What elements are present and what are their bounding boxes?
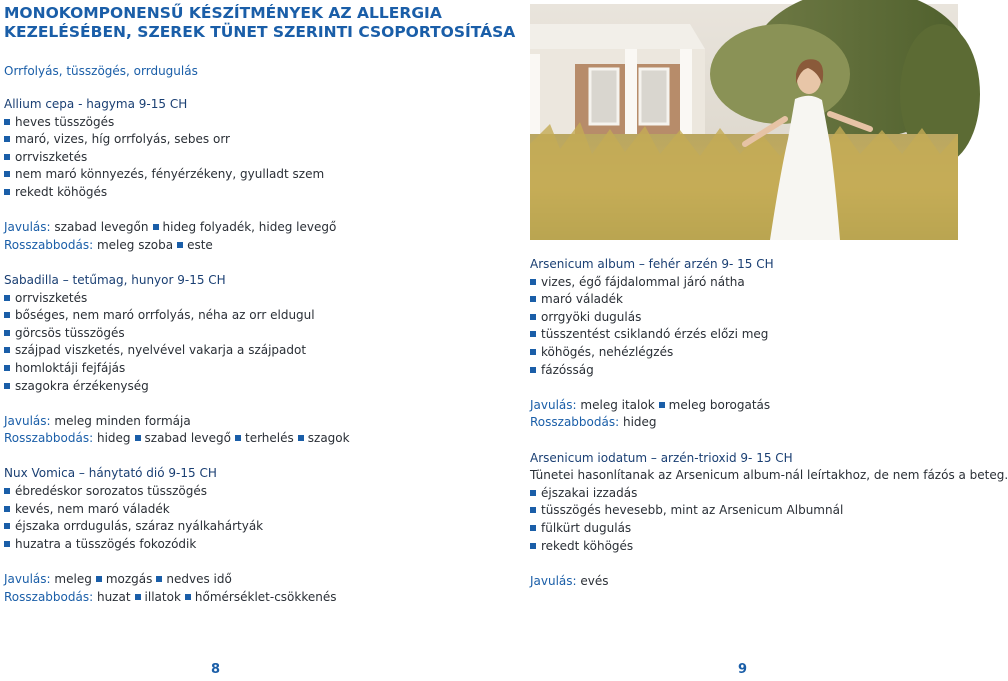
bullet-icon (4, 312, 10, 318)
list-item: orrviszketés (4, 290, 350, 308)
bullet-icon (4, 295, 10, 301)
worse-line: Rosszabbodás: meleg szoba este (4, 237, 213, 252)
list-item: fázósság (530, 362, 1008, 380)
bullet-icon (4, 154, 10, 160)
left-column (4, 96, 350, 606)
worse-label: Rosszabbodás: (4, 589, 94, 604)
list-item: bőséges, nem maró orrfolyás, néha az orr eldugul (4, 307, 350, 325)
bullet-icon (4, 330, 10, 336)
bullet-icon (177, 242, 183, 248)
bullet-icon (4, 541, 10, 547)
bullet-icon (530, 525, 536, 531)
bullet-icon (135, 435, 141, 441)
bullet-icon (298, 435, 304, 441)
better-line: Javulás: meleg italok meleg borogatás (530, 397, 771, 412)
bullet-icon (4, 119, 10, 125)
list-item: görcsös tüsszögés (4, 325, 350, 343)
list-item: fülkürt dugulás (530, 520, 1008, 538)
list-item: éjszakai izzadás (530, 485, 1008, 503)
list-item: tüsszögés hevesebb, mint az Arsenicum Albumnál (530, 502, 1008, 520)
better-line: Javulás: szabad levegőn hideg folyadék, hideg levegő (4, 220, 337, 235)
list-item: rekedt köhögés (4, 184, 350, 202)
page-number-right: 9 (738, 662, 748, 677)
better-line: Javulás: meleg mozgás nedves idő (4, 572, 232, 587)
remedy-intro: Tünetei hasonlítanak az Arsenicum album-nál leírtakhoz, de nem fázós a beteg. (530, 468, 1008, 483)
section-subtitle: Orrfolyás, tüsszögés, orrdugulás (4, 64, 198, 78)
bullet-icon (530, 314, 536, 320)
worse-label: Rosszabbodás: (530, 415, 620, 430)
better-line: Javulás: evés (530, 573, 609, 588)
list-item: orrviszketés (4, 149, 350, 167)
page-title (4, 4, 515, 42)
bullet-icon (4, 383, 10, 389)
bullet-icon (659, 402, 665, 408)
remedy-heading: Arsenicum album – fehér arzén 9- 15 CH (530, 257, 774, 271)
bullet-icon (530, 490, 536, 496)
better-label: Javulás: (530, 397, 577, 412)
bullet-icon (530, 296, 536, 302)
list-item: kevés, nem maró váladék (4, 501, 350, 519)
bullet-icon (135, 594, 141, 600)
right-column (530, 256, 1008, 590)
list-item: huzatra a tüsszögés fokozódik (4, 536, 350, 554)
bullet-icon (4, 365, 10, 371)
list-item: ébredéskor sorozatos tüsszögés (4, 483, 350, 501)
bullet-icon (4, 488, 10, 494)
list-item: maró váladék (530, 291, 1008, 309)
bullet-icon (4, 506, 10, 512)
bullet-icon (4, 523, 10, 529)
better-label: Javulás: (4, 413, 51, 428)
bullet-icon (4, 347, 10, 353)
list-item: orrgyöki dugulás (530, 309, 1008, 327)
list-item: köhögés, nehézlégzés (530, 344, 1008, 362)
worse-line: Rosszabbodás: huzat illatok hőmérséklet-csökkenés (4, 589, 337, 604)
bullet-icon (156, 576, 162, 582)
photo-woman-in-field (530, 4, 958, 240)
bullet-icon (530, 543, 536, 549)
list-item: tüsszentést csiklandó érzés előzi meg (530, 326, 1008, 344)
list-item: homloktáji fejfájás (4, 360, 350, 378)
bullet-icon (4, 171, 10, 177)
worse-line: Rosszabbodás: hideg (530, 415, 657, 430)
photo-illustration (530, 4, 958, 240)
better-label: Javulás: (4, 220, 51, 235)
better-label: Javulás: (530, 573, 577, 588)
remedy-heading: Sabadilla – tetűmag, hunyor 9-15 CH (4, 272, 226, 287)
list-item: szagokra érzékenység (4, 378, 350, 396)
title-line-1: MONOKOMPONENSŰ KÉSZÍTMÉNYEK AZ ALLERGIA (4, 4, 442, 22)
list-item: szájpad viszketés, nyelvével vakarja a szájpadot (4, 342, 350, 360)
page-number-left: 8 (211, 662, 221, 677)
bullet-icon (530, 279, 536, 285)
remedy-heading: Arsenicum iodatum – arzén-trioxid 9- 15 CH (530, 450, 793, 465)
list-item: éjszaka orrdugulás, száraz nyálkahártyák (4, 518, 350, 536)
better-line: Javulás: meleg minden formája (4, 413, 191, 428)
remedy-heading: Nux Vomica – hánytató dió 9-15 CH (4, 466, 217, 481)
list-item: nem maró könnyezés, fényérzékeny, gyulladt szem (4, 166, 350, 184)
bullet-icon (530, 507, 536, 513)
bullet-icon (153, 224, 159, 230)
list-item: rekedt köhögés (530, 538, 1008, 556)
worse-label: Rosszabbodás: (4, 431, 94, 446)
list-item: heves tüsszögés (4, 114, 350, 132)
bullet-icon (4, 136, 10, 142)
worse-line: Rosszabbodás: hideg szabad levegő terhelés szagok (4, 431, 350, 446)
bullet-icon (530, 331, 536, 337)
bullet-icon (96, 576, 102, 582)
bullet-icon (235, 435, 241, 441)
title-line-2: KEZELÉSÉBEN, SZEREK TÜNET SZERINTI CSOPORTOSÍTÁSA (4, 23, 516, 41)
bullet-icon (530, 367, 536, 373)
bullet-icon (530, 349, 536, 355)
list-item: vizes, égő fájdalommal járó nátha (530, 274, 1008, 292)
bullet-icon (4, 189, 10, 195)
list-item: maró, vizes, híg orrfolyás, sebes orr (4, 131, 350, 149)
better-label: Javulás: (4, 572, 51, 587)
worse-label: Rosszabbodás: (4, 237, 94, 252)
bullet-icon (185, 594, 191, 600)
remedy-heading: Allium cepa - hagyma 9-15 CH (4, 97, 188, 111)
